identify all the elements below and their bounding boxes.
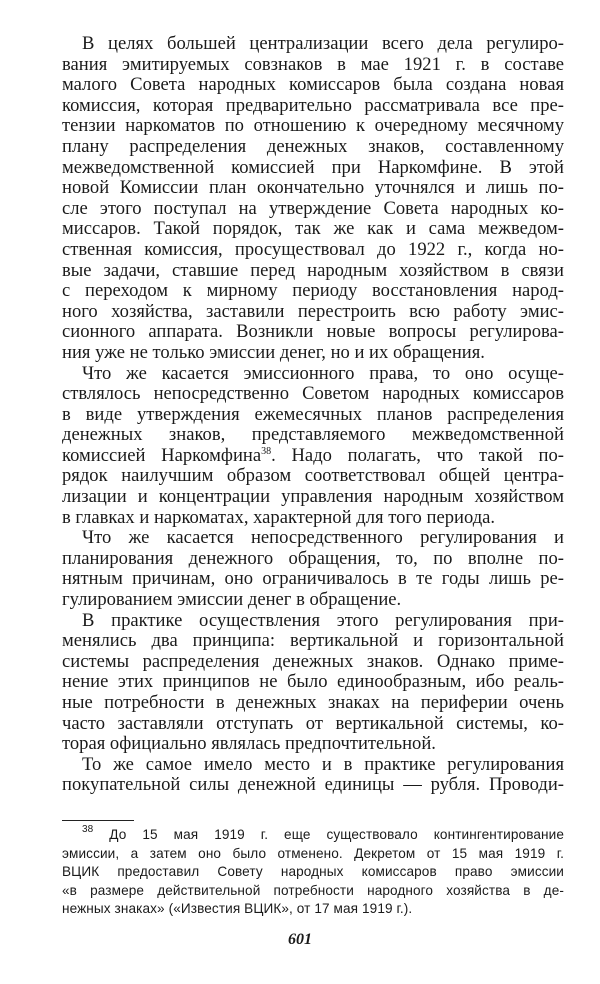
paragraph: [62, 611, 564, 755]
footnote: [62, 826, 564, 919]
text-line: То же самое имело место и в практике регулирования: [82, 753, 564, 775]
text-line: нежных знаках» («Известия ВЦИК», от 17 мая 1919 г.).: [62, 901, 413, 917]
text-line: с переходом к мирному периоду восстановления народ-: [62, 280, 564, 302]
text-line: вые задачи, ставшие перед народным хозяйством в связи: [62, 259, 564, 281]
text-span: . Надо полагать, что такой по-: [271, 444, 564, 466]
text-line: ствлялось непосредственно Советом народных комиссаров: [62, 383, 564, 405]
footnote-separator: [62, 820, 134, 821]
text-line: комиссия, которая предварительно рассматривала все пре-: [62, 94, 564, 116]
page-number: 601: [288, 931, 312, 948]
text-line: межведомственной комиссией при Наркомфине. В этой: [62, 156, 564, 178]
text-line: гулированием эмиссии денег в обращение.: [62, 589, 402, 611]
text-line: [62, 446, 564, 467]
paragraph: [62, 34, 564, 364]
text-line: сле этого поступал на утверждение Совета народных ко-: [62, 197, 564, 219]
text-line: малого Совета народных комиссаров была создана новая: [62, 74, 564, 96]
text-line: ственная комиссия, просуществовал до 1922 г., когда но-: [62, 238, 564, 260]
main-text: [62, 34, 564, 796]
text-line: нение этих принципов не было единообразным, ибо реаль-: [62, 671, 564, 693]
footnote-number: 38: [82, 824, 94, 835]
text-line: менялись два принципа: вертикальной и горизонтальной: [62, 630, 564, 652]
text-line: покупательной силы денежной единицы — рубля. Проводи-: [62, 774, 564, 796]
text-line: сионного аппарата. Возникли новые вопросы регулирова-: [62, 321, 564, 343]
text-line: в главках и наркоматах, характерной для того периода.: [62, 506, 496, 528]
text-line: вания эмитируемых совзнаков в мае 1921 г. в составе: [62, 53, 564, 75]
text-span: До 15 мая 1919 г. еще существовало контингентирование: [109, 827, 564, 842]
text-line: Что же касается эмиссионного права, то оно осуще-: [82, 362, 564, 384]
text-line: нятным причинам, оно ограничивалось в те годы лишь ре-: [62, 568, 564, 590]
text-line: В практике осуществления этого регулирования при-: [82, 609, 564, 631]
text-line: новой Комиссии план окончательно уточнялся и лишь по-: [62, 177, 564, 199]
text-line: планирования денежного обращения, то, по вполне по-: [62, 547, 564, 569]
paragraph: [62, 364, 564, 529]
text-line: В целях большей централизации всего дела регулиро-: [82, 33, 564, 54]
text-span: комиссией Наркомфина: [62, 444, 262, 466]
paragraph: [62, 528, 564, 610]
text-line: ные потребности в денежных знаках на периферии очень: [62, 692, 564, 713]
text-line: торая официально являлась предпочтительной.: [62, 733, 436, 755]
text-line: Что же касается непосредственного регулирования и: [82, 527, 564, 549]
footnote-ref[interactable]: 38: [261, 445, 272, 457]
text-line: денежных знаков, представляемого межведомственной: [62, 424, 564, 446]
paragraph: [62, 755, 564, 796]
text-line: в виде утверждения ежемесячных планов распределения: [62, 403, 564, 425]
text-line: эмиссии, а затем оно было отменено. Декретом от 15 мая 1919 г.: [62, 845, 564, 861]
text-line: лизации и концентрации управления народным хозяйством: [62, 486, 564, 508]
text-line: тензии наркоматов по отношению к очередному месячному: [62, 115, 564, 137]
text-line: миссаров. Такой порядок, так же как и сама межведом-: [62, 218, 564, 240]
text-line: ния уже не только эмиссии денег, но и их обращения.: [62, 341, 485, 363]
text-line: системы распределения денежных знаков. Однако приме-: [62, 650, 564, 672]
text-line: [62, 826, 564, 845]
text-line: плану распределения денежных знаков, составленному: [62, 135, 564, 157]
text-line: ВЦИК предоставил Совету народных комиссаров право эмиссии: [62, 864, 564, 880]
text-line: часто заставляли отступать от вертикальной системы, ко-: [62, 712, 564, 734]
text-line: ного хозяйства, заставили перестроить всю работу эмис-: [62, 300, 564, 322]
text-line: «в размере действительной потребности народного хозяйства в де-: [62, 882, 564, 898]
text-line: рядок наилучшим образом соответствовал общей центра-: [62, 465, 564, 487]
